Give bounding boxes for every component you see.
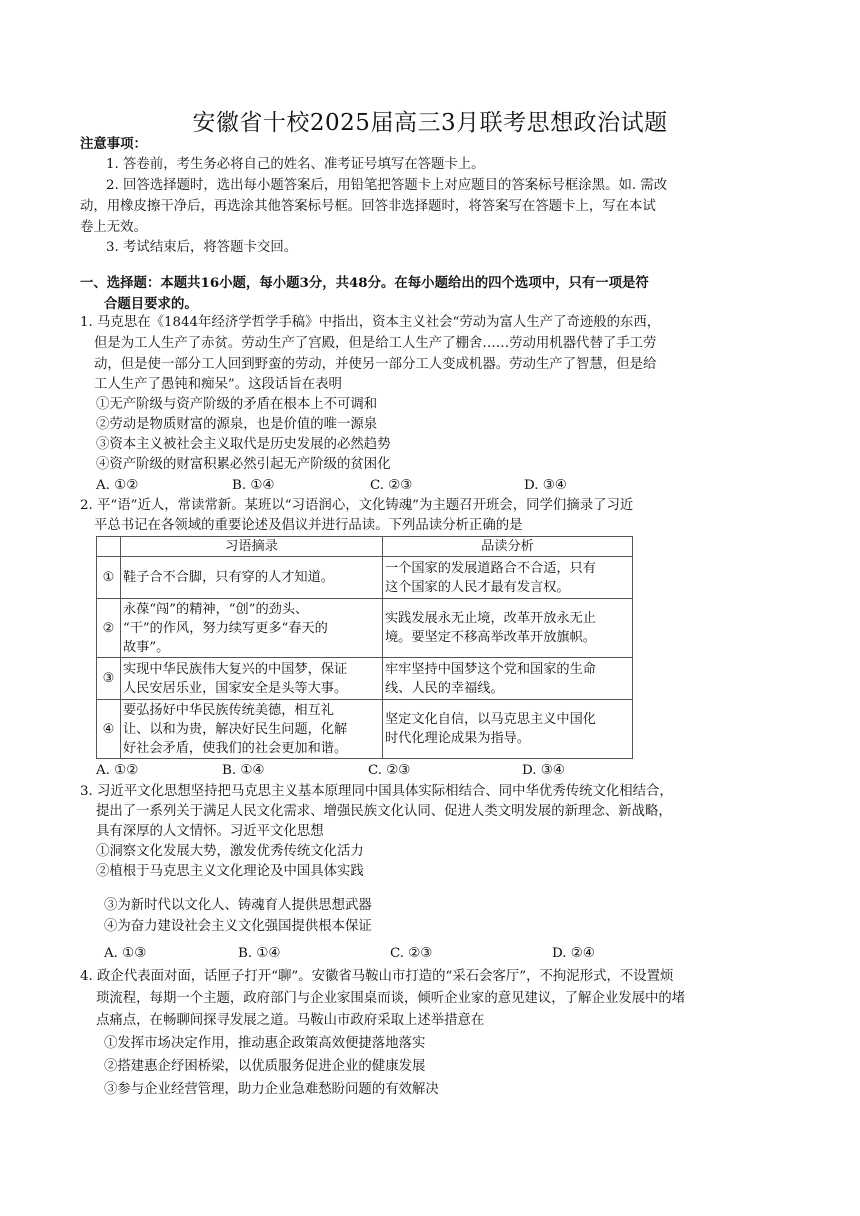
table-header-row: [97, 537, 633, 557]
q4-item: ①发挥市场决定作用，推动惠企政策高效便捷落地落实: [104, 1036, 426, 1051]
table-row: [97, 700, 633, 759]
q1-option-d[interactable]: D. ③④: [524, 478, 567, 493]
analysis-line: 实践发展永无止境，改革开放永无止: [385, 611, 596, 626]
q4-item: ③参与企业经营管理，助力企业急难愁盼问题的有效解决: [104, 1082, 439, 1097]
q4-item: ②搭建惠企纾困桥梁，以优质服务促进企业的健康发展: [104, 1059, 426, 1074]
quote-line: 好社会矛盾，使我们的社会更加和谐。: [123, 740, 348, 756]
q1-item: ④资产阶级的财富积累必然引起无产阶级的贫困化: [96, 457, 391, 472]
analysis-cell: [383, 658, 633, 700]
q1-item: ①无产阶级与资产阶级的矛盾在根本上不可调和: [96, 397, 378, 412]
note-line: 2. 回答选择题时，选出每小题答案后，用铅笔把答题卡上对应题目的答案标号框涂黑。如. 需改: [106, 178, 668, 193]
q2-table: [96, 536, 633, 759]
q2-option-c[interactable]: C. ②③: [368, 763, 411, 778]
quote-line: 永葆“闯”的精神，“创”的劲头、: [123, 601, 309, 617]
q2-option-d[interactable]: D. ③④: [522, 763, 565, 778]
notes-heading: 注意事项：: [80, 136, 147, 152]
q2-stem: 2. 平“语”近人，常读常新。某班以“习语润心，文化铸魂”为主题召开班会，同学们摘录了习近: [80, 498, 634, 513]
analysis-line: 境。要坚定不移高举改革开放旗帜。: [385, 630, 596, 645]
q3-item: ④为奋力建设社会主义文化强国提供根本保证: [104, 919, 372, 934]
q1-option-c[interactable]: C. ②③: [370, 478, 413, 493]
q3-option-a[interactable]: A. ①③: [104, 946, 147, 961]
quote-line: 要弘扬好中华民族传统美德，相互礼: [123, 702, 334, 718]
q1-option-a[interactable]: A. ①②: [96, 478, 139, 493]
row-number: ④: [97, 700, 121, 759]
row-number: ①: [97, 557, 121, 599]
quote-line: 实现中华民族伟大复兴的中国梦，保证: [123, 661, 348, 677]
q1-stem: 但是为工人生产了赤贫。劳动生产了宫殿，但是给工人生产了棚舍……劳动用机器代替了手工劳: [94, 336, 657, 351]
note-line: 卷上无效。: [80, 220, 147, 235]
q1-item: ③资本主义被社会主义取代是历史发展的必然趋势: [96, 437, 391, 452]
row-number: ②: [97, 599, 121, 658]
q3-item: ①洞察文化发展大势，激发优秀传统文化活力: [96, 844, 364, 859]
note-line: 动，用橡皮擦干净后，再选涂其他答案标号框。回答非选择题时，将答案写在答题卡上，写在本试: [80, 199, 656, 214]
exam-title: 安徽省十校2025届高三3月联考思想政治试题: [192, 110, 668, 136]
q1-options: [96, 476, 696, 496]
q1-stem: 1. 马克思在《1844年经济学哲学手稿》中指出，资本主义社会“劳动为富人生产了奇迹般的东西，: [80, 315, 661, 330]
quote-line: 故事”。: [123, 639, 170, 655]
q4-stem: 琐流程，每期一个主题，政府部门与企业家围桌而谈，倾听企业家的意见建议，了解企业发展中的堵: [96, 991, 686, 1006]
section-heading: 一、选择题：本题共16小题，每小题3分，共48分。在每小题给出的四个选项中，只有一项是符: [80, 275, 649, 291]
quote-line: 让、以和为贵，解决好民生问题，化解: [123, 721, 348, 737]
q2-option-a[interactable]: A. ①②: [96, 763, 139, 778]
quote-line: “干”的作风，努力续写更多“春天的: [123, 620, 328, 636]
q3-stem: 提出了一系列关于满足人民文化需求、增强民族文化认同、促进人类文明发展的新理念、新战略，: [96, 804, 672, 819]
q1-stem: 工人生产了愚钝和痴呆”。这段话旨在表明: [94, 377, 342, 392]
q3-option-b[interactable]: B. ①④: [238, 946, 281, 961]
table-row: [97, 658, 633, 700]
quote-cell: [121, 658, 383, 700]
quote-cell: [121, 700, 383, 759]
q3-option-c[interactable]: C. ②③: [390, 946, 433, 961]
q3-item: ②植根于马克思主义文化理论及中国具体实践: [96, 864, 364, 879]
analysis-line: 这个国家的人民才最有发言权。: [385, 579, 570, 595]
q3-item: ③为新时代以文化人、铸魂育人提供思想武器: [104, 898, 372, 913]
analysis-line: 坚定文化自信，以马克思主义中国化: [385, 712, 596, 727]
q2-options: [96, 761, 696, 781]
q2-option-b[interactable]: B. ①④: [222, 763, 265, 778]
quote-cell: [121, 557, 383, 599]
table-row: [97, 599, 633, 658]
table-header: 品读分析: [383, 537, 633, 557]
q3-option-d[interactable]: D. ②④: [552, 946, 595, 961]
analysis-cell: [383, 599, 633, 658]
q1-option-b[interactable]: B. ①④: [232, 478, 275, 493]
q1-stem: 动，但是使一部分工人回到野蛮的劳动，并使另一部分工人变成机器。劳动生产了智慧，但是给: [94, 357, 657, 372]
q3-stem: 3. 习近平文化思想坚持把马克思主义基本原理同中国具体实际相结合、同中华优秀传统文化相结合，: [80, 784, 673, 799]
analysis-line: 时代化理论成果为指导。: [385, 731, 531, 746]
note-line: 1. 答卷前，考生务必将自己的姓名、准考证号填写在答题卡上。: [106, 157, 485, 172]
table-row: [97, 557, 633, 599]
table-header: 习语摘录: [121, 537, 383, 557]
analysis-line: 牢牢坚持中国梦这个党和国家的生命: [385, 661, 596, 677]
q2-stem: 平总书记在各领域的重要论述及倡议并进行品读。下列品读分析正确的是: [94, 518, 523, 533]
row-number: ③: [97, 658, 121, 700]
analysis-cell: [383, 557, 633, 599]
analysis-line: 线、人民的幸福线。: [385, 680, 504, 696]
analysis-cell: [383, 700, 633, 759]
section-heading-cont: 合题目要求的。: [104, 296, 198, 312]
q1-item: ②劳动是物质财富的源泉，也是价值的唯一源泉: [96, 417, 378, 432]
q3-options: [104, 944, 704, 964]
quote-line: 鞋子合不合脚，只有穿的人才知道。: [123, 570, 334, 585]
q4-stem: 点痛点，在畅聊间探寻发展之道。马鞍山市政府采取上述举措意在: [96, 1013, 485, 1028]
quote-line: 人民安居乐业，国家安全是头等大事。: [123, 680, 348, 696]
quote-cell: [121, 599, 383, 658]
q4-stem: 4. 政企代表面对面，话匣子打开“聊”。安徽省马鞍山市打造的“采石会客厅”，不拘泥形式，不设置烦: [80, 969, 674, 984]
note-line: 3. 考试结束后，将答题卡交回。: [106, 240, 298, 255]
q3-stem: 具有深厚的人文情怀。习近平文化思想: [96, 824, 324, 839]
analysis-line: 一个国家的发展道路合不合适，只有: [385, 560, 596, 576]
table-header: [97, 537, 121, 557]
